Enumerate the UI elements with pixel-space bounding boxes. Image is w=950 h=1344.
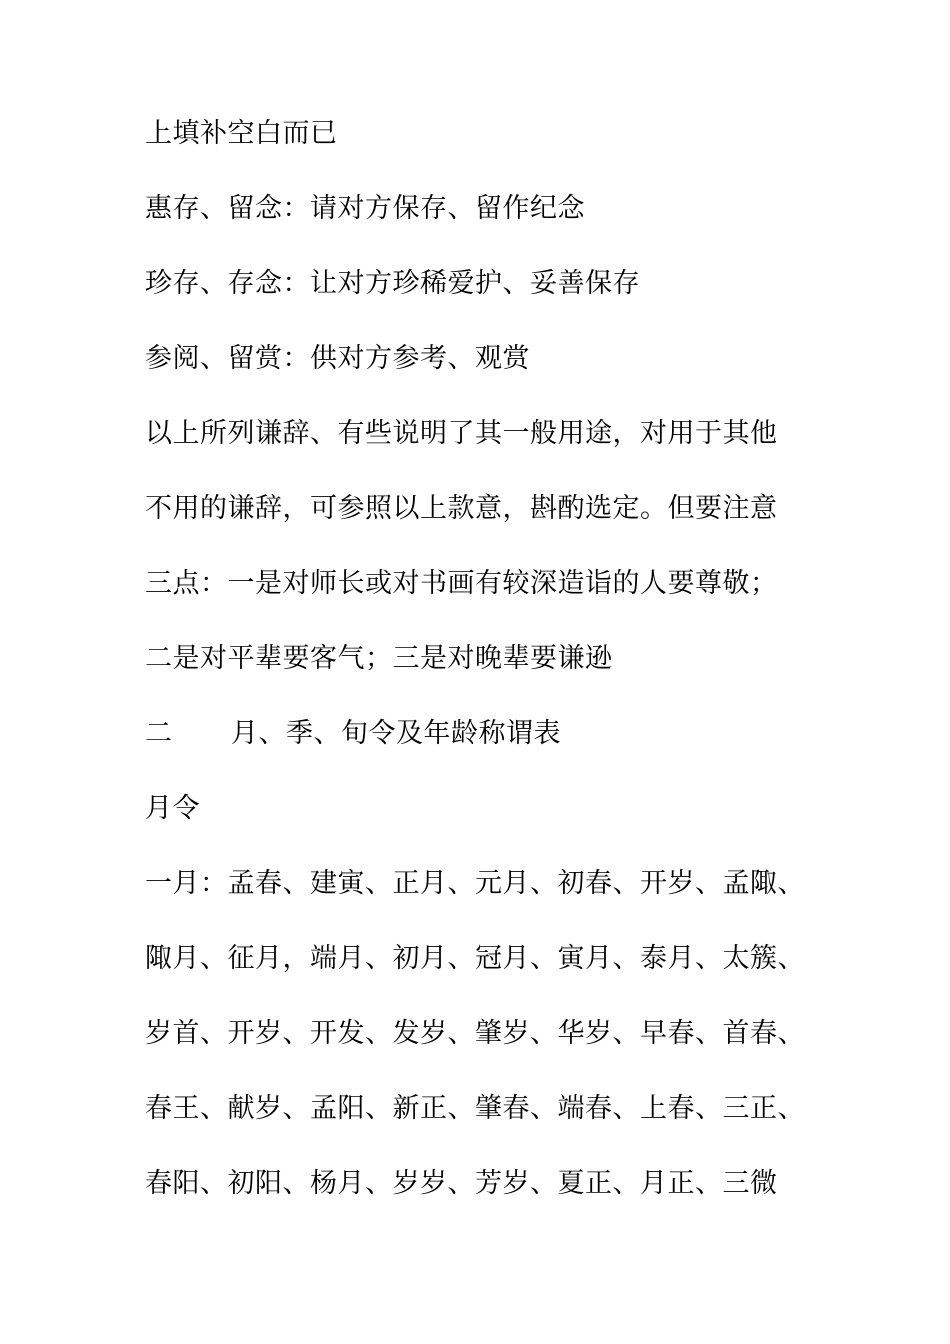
document-page (145, 120, 815, 1245)
text-line: 珍存、存念：让对方珍稀爱护、妥善保存 (145, 268, 640, 299)
month-line: 一月：孟春、建寅、正月、元月、初春、开岁、孟陬、 (145, 868, 805, 899)
text-line: 二是对平辈要客气；三是对晚辈要谦逊 (145, 643, 613, 674)
month-line: 岁首、开岁、开发、发岁、肇岁、华岁、早春、首春、 (145, 1018, 805, 1049)
section-title: 月、季、旬令及年龄称谓表 (231, 718, 561, 749)
section-number: 二 (145, 718, 173, 749)
text-line: 参阅、留赏：供对方参考、观赏 (145, 343, 530, 374)
month-line: 春阳、初阳、杨月、岁岁、芳岁、夏正、月正、三微 (145, 1168, 778, 1199)
text-line: 上填补空白而已 (145, 118, 338, 149)
subheading: 月令 (145, 793, 200, 824)
text-line: 三点：一是对师长或对书画有较深造诣的人要尊敬； (145, 568, 778, 599)
text-line: 以上所列谦辞、有些说明了其一般用途，对用于其他 (145, 418, 778, 449)
month-line: 陬月、征月，端月、初月、冠月、寅月、泰月、太簇、 (145, 943, 805, 974)
text-line: 不用的谦辞，可参照以上款意，斟酌选定。但要注意 (145, 493, 778, 524)
month-line: 春王、献岁、孟阳、新正、肇春、端春、上春、三正、 (145, 1093, 805, 1124)
section-heading (145, 720, 815, 747)
text-line: 惠存、留念：请对方保存、留作纪念 (145, 193, 585, 224)
